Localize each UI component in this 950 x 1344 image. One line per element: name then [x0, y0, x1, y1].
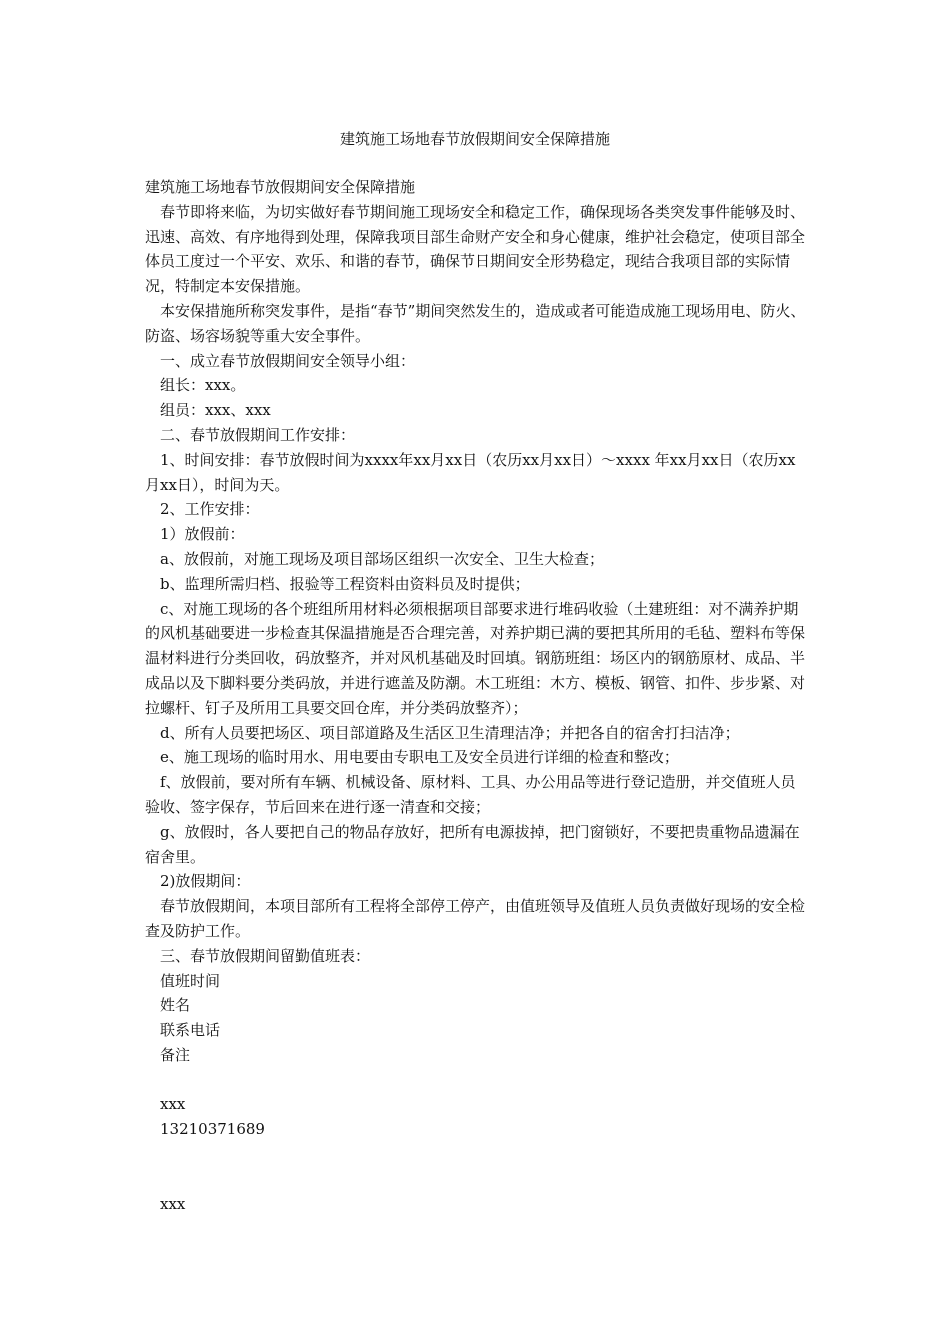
section-two-heading: 二、春节放假期间工作安排：	[160, 425, 356, 444]
intro-paragraph: 春节即将来临，为切实做好春节期间施工现场安全和稳定工作，确保现场各类突发事件能够及时、迅速、高效、有序地得到处理，保障我项目部生命财产安全和身心健康，维护社会稳定，使项目部全体员工度过一个平安、欢乐、和谐的春节，确保节日期间安全形势稳定，现结合我项目部的实际情况，特制定本安保措施。	[145, 202, 806, 296]
item-c: c、对施工现场的各个班组所用材料必须根据项目部要求进行堆码收验（土建班组：对不满养护期的风机基础要进一步检查其保温措施是否合理完善，对养护期已满的要把其所用的毛毡、塑料布等保温材料进行分类回收，码放整齐，并对风机基础及时回填。钢筋班组：场区内的钢筋原材、成品、半成品以及下脚料要分类码放，并进行遮盖及防潮。木工班组：木方、模板、钢管、扣件、步步紧、对拉螺杆、钉子及所用工具要交回仓库，并分类码放整齐）；	[145, 599, 806, 717]
duty-table-cell-name: xxx	[160, 1194, 186, 1213]
work-arrangement-heading: 2、工作安排：	[160, 500, 260, 519]
duty-table-cell-phone: 13210371689	[160, 1120, 265, 1139]
item-a: a、放假前，对施工现场及项目部场区组织一次安全、卫生大检查；	[160, 549, 604, 568]
time-arrangement: 1、时间安排：春节放假时间为xxxx年xx月xx日（农历xx月xx日）～xxxx 年xx月xx日（农历xx月xx日），时间为天。	[145, 450, 796, 494]
duty-table	[145, 969, 810, 1217]
section-one-heading: 一、成立春节放假期间安全领导小组：	[160, 351, 416, 370]
duty-table-cell-name: xxx	[160, 1095, 186, 1114]
document-title: 建筑施工场地春节放假期间安全保障措施	[339, 130, 610, 148]
item-b: b、监理所需归档、报验等工程资料由资料员及时提供；	[160, 574, 530, 593]
members-line: 组员：xxx、xxx	[160, 401, 271, 420]
section-heading: 建筑施工场地春节放假期间安全保障措施	[145, 178, 416, 196]
document-body	[145, 175, 810, 1216]
during-holiday-heading: 2)放假期间：	[160, 872, 251, 891]
duty-table-spacer	[145, 1142, 810, 1192]
definition-paragraph: 本安保措施所称突发事件，是指“春节”期间突然发生的，造成或者可能造成施工现场用电、防火、防盗、场容场貌等重大安全事件。	[145, 301, 806, 345]
item-f: f、放假前，要对所有车辆、机械设备、原材料、工具、办公用品等进行登记造册，并交值班人员验收、签字保存，节后回来在进行逐一清查和交接；	[145, 773, 796, 816]
before-holiday-heading: 1）放假前：	[160, 525, 245, 544]
duty-table-header-time: 值班时间	[160, 971, 221, 990]
duty-table-spacer	[145, 1068, 810, 1093]
item-d: d、所有人员要把场区、项目部道路及生活区卫生清理洁净；并把各自的宿舍打扫洁净；	[160, 723, 740, 742]
duty-table-header-phone: 联系电话	[160, 1021, 221, 1040]
duty-table-header-name: 姓名	[160, 996, 191, 1015]
section-three-heading: 三、春节放假期间留勤值班表：	[160, 946, 371, 965]
during-holiday-paragraph: 春节放假期间，本项目部所有工程将全部停工停产，由值班领导及值班人员负责做好现场的安全检查及防护工作。	[145, 897, 806, 940]
item-g: g、放假时，各人要把自己的物品存放好，把所有电源拔掉，把门窗锁好，不要把贵重物品遗漏在宿舍里。	[145, 822, 800, 866]
item-e: e、施工现场的临时用水、用电要由专职电工及安全员进行详细的检查和整改；	[160, 748, 679, 767]
duty-table-header-remark: 备注	[160, 1045, 191, 1064]
leader-line: 组长：xxx。	[160, 376, 246, 395]
